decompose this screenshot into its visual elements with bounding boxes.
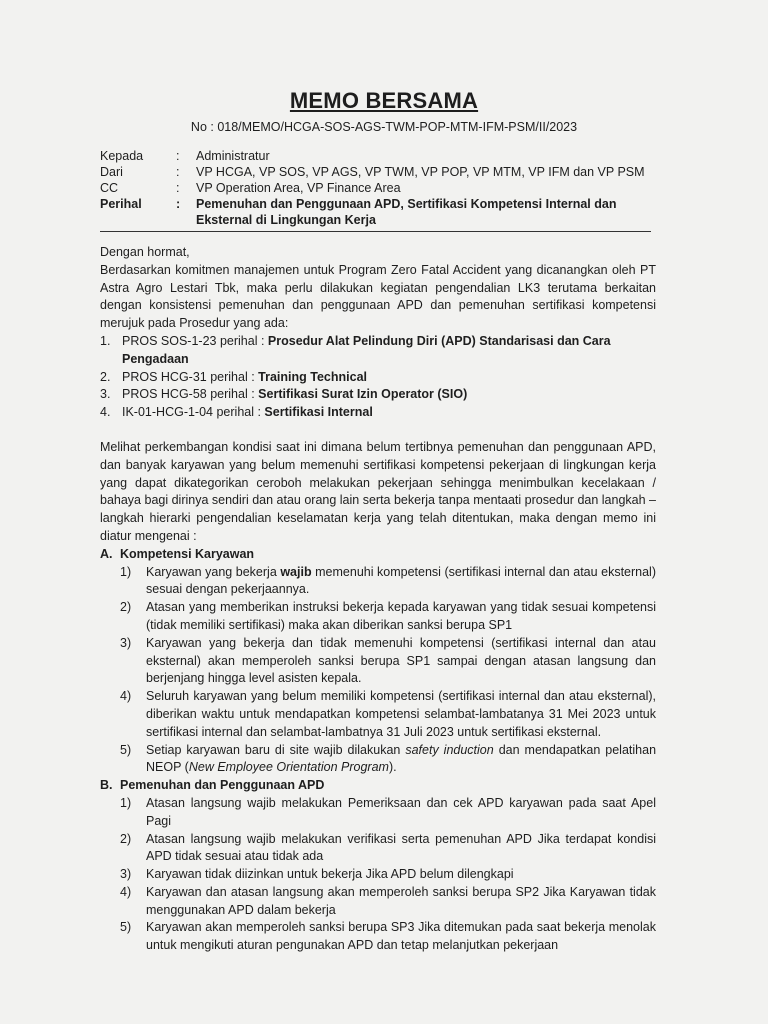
spacer xyxy=(100,422,656,439)
list-item xyxy=(120,866,656,884)
procedure-title: Training Technical xyxy=(258,369,367,384)
item-text: Karyawan akan memperoleh sanksi berupa SP3 Jika ditemukan pada saat bekerja menolak untuk mengikuti aturan pengunakan APD dan tetap melanjutkan pekerjaan xyxy=(146,920,656,953)
procedure-title: Sertifikasi Internal xyxy=(264,405,373,420)
header-value: Administratur xyxy=(196,149,270,163)
procedure-item xyxy=(100,333,656,369)
header-row-dari xyxy=(100,164,660,180)
header-label: Dari xyxy=(100,165,123,179)
item-number: 4) xyxy=(120,884,132,899)
list-item xyxy=(120,742,656,778)
header-row-kepada xyxy=(100,148,660,164)
item-number: 5) xyxy=(120,920,132,935)
item-number: 5) xyxy=(120,742,132,757)
procedure-title: Prosedur Alat Pelindung Diri (APD) Standarisasi dan Cara Pengadaan xyxy=(122,333,611,366)
memo-body xyxy=(100,244,656,955)
memo-number: No : 018/MEMO/HCGA-SOS-AGS-TWM-POP-MTM-IFM-PSM/II/2023 xyxy=(190,120,578,134)
section-title: Pemenuhan dan Penggunaan APD xyxy=(120,778,325,793)
section-letter: A. xyxy=(100,546,113,561)
list-item xyxy=(120,884,656,920)
list-item xyxy=(120,688,656,741)
header-label: CC xyxy=(100,181,119,195)
header-colon: : xyxy=(176,197,181,211)
section-letter: B. xyxy=(100,778,113,793)
procedure-prefix: PROS SOS-1-23 perihal : xyxy=(122,333,268,348)
list-item xyxy=(120,635,656,688)
procedure-prefix: IK-01-HCG-1-04 perihal : xyxy=(122,405,265,420)
item-number: 1) xyxy=(120,564,132,579)
item-text: Karyawan tidak diizinkan untuk bekerja Jika APD belum dilengkapi xyxy=(146,867,514,882)
item-text: Seluruh karyawan yang belum memiliki kompetensi (sertifikasi internal dan atau eksternal), diberikan waktu untuk mendapatkan kompetensi selambat-lambatanya 31 Mei 2023 untuk sertifikasi internal dan selambat-lambatnya 31 Juli 2023 untuk sertifikasi eksternal. xyxy=(146,689,656,739)
procedure-list xyxy=(100,333,656,422)
item-text: Setiap karyawan baru di site wajib dilakukan xyxy=(146,742,406,757)
header-row-perihal xyxy=(100,196,660,228)
header-colon: : xyxy=(176,165,180,179)
item-number: 1) xyxy=(120,795,132,810)
procedure-item xyxy=(100,404,656,422)
procedure-number: 4. xyxy=(100,405,111,420)
procedure-title: Sertifikasi Surat Izin Operator (SIO) xyxy=(258,387,468,402)
procedure-number: 1. xyxy=(100,333,111,348)
context-paragraph: Melihat perkembangan kondisi saat ini dimana belum tertibnya pemenuhan dan penggunaan APD, dan banyak karyawan yang belum memenuhi sertifikasi kompetensi pekerjaan di lingkungan kerja yang dapat dikategorikan ceroboh melakukan pekerjaan sehingga menimbulkan kecelakaan / bahaya bagi dirinya sendiri dan atau orang lain serta bekerja tanpa mentaati prosedur dan langkah – langkah hierarki pengendalian keselamatan kerja yang telah ditentukan, maka dengan memo ini diatur mengenai : xyxy=(100,439,656,543)
procedure-item xyxy=(100,369,656,387)
item-emphasis: wajib xyxy=(280,564,312,579)
list-item xyxy=(120,564,656,600)
item-text: Karyawan dan atasan langsung akan memperoleh sanksi berupa SP2 Jika Karyawan tidak menggunakan APD dalam bekerja xyxy=(146,884,656,917)
procedure-number: 3. xyxy=(100,387,111,402)
list-item xyxy=(120,795,656,831)
header-value: VP HCGA, VP SOS, VP AGS, VP TWM, VP POP, VP MTM, VP IFM dan VP PSM xyxy=(196,165,645,179)
list-item xyxy=(120,919,656,955)
section-b-heading xyxy=(100,777,656,795)
list-item xyxy=(120,599,656,635)
procedure-prefix: PROS HCG-31 perihal : xyxy=(122,369,259,384)
procedure-prefix: PROS HCG-58 perihal : xyxy=(122,387,259,402)
header-value: Pemenuhan dan Penggunaan APD, Sertifikasi Kompetensi Internal dan Eksternal di Lingkungan Kerja xyxy=(196,197,617,227)
header-colon: : xyxy=(176,149,180,163)
intro-paragraph: Berdasarkan komitmen manajemen untuk Program Zero Fatal Accident yang dicanangkan oleh PT Astra Agro Lestari Tbk, maka perlu dilakukan kegiatan pengendalian LK3 terutama berkaitan dengan konsistensi pemenuhan dan penggunaan APD dan pemenuhan sertifikasi kompetensi merujuk pada Prosedur yang ada: xyxy=(100,262,656,331)
item-number: 3) xyxy=(120,635,132,650)
item-number: 4) xyxy=(120,689,132,704)
item-text: memenuhi kompetensi (sertifikasi internal dan atau eksternal) sesuai dengan pekerjaannya. xyxy=(146,564,657,597)
item-text: Karyawan yang bekerja dan tidak memenuhi kompetensi (sertifikasi internal dan atau eksternal) akan memperoleh sanksi berupa SP1 sampai dengan atasan langsung dan berjenjang hingga level asisten kepala. xyxy=(146,635,656,686)
item-text: Atasan yang memberikan instruksi bekerja kepada karyawan yang tidak sesuai kompetensi (tidak memiliki sertifikasi) maka akan diberikan sanksi berupa SP1 xyxy=(146,600,656,632)
greeting: Dengan hormat, xyxy=(100,245,190,259)
item-text: Atasan langsung wajib melakukan Pemeriksaan dan cek APD karyawan pada saat Apel Pagi xyxy=(146,795,656,828)
item-text: Atasan langsung wajib melakukan verifikasi serta pemenuhan APD Jika terdapat kondisi APD tidak sesuai atau tidak ada xyxy=(146,831,656,864)
memo-header xyxy=(100,148,660,228)
section-b-list xyxy=(100,795,656,955)
section-a-heading xyxy=(100,546,656,564)
item-text: dan mendapatkan pelatihan NEOP ( xyxy=(146,742,657,775)
header-label: Kepada xyxy=(100,149,144,163)
header-value: VP Operation Area, VP Finance Area xyxy=(196,181,401,195)
header-colon: : xyxy=(176,181,180,195)
header-label: Perihal xyxy=(100,197,142,211)
item-number: 2) xyxy=(120,831,132,846)
header-row-cc xyxy=(100,180,660,196)
procedure-number: 2. xyxy=(100,369,111,384)
item-italic: New Employee Orientation Program xyxy=(188,760,389,775)
item-text: Karyawan yang bekerja xyxy=(146,564,281,579)
item-text: ). xyxy=(388,760,397,775)
section-a-list xyxy=(100,564,656,778)
memo-title: MEMO BERSAMA xyxy=(289,88,479,113)
procedure-item xyxy=(100,386,656,404)
item-number: 3) xyxy=(120,867,132,882)
list-item xyxy=(120,831,656,867)
header-divider xyxy=(100,231,651,232)
item-number: 2) xyxy=(120,600,132,615)
item-italic: safety induction xyxy=(405,742,494,757)
section-title: Kompetensi Karyawan xyxy=(120,546,255,561)
